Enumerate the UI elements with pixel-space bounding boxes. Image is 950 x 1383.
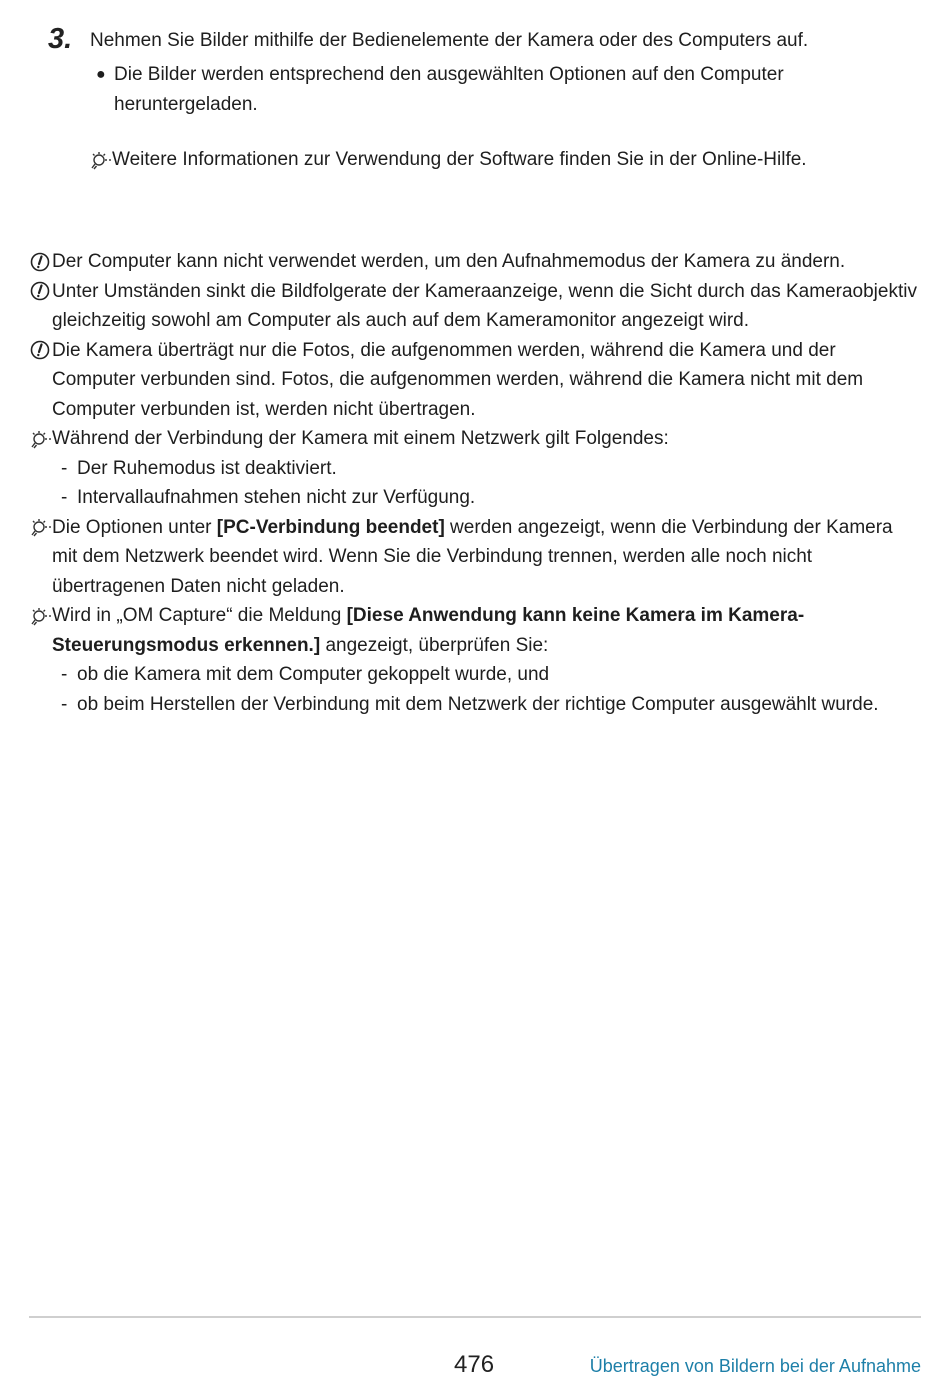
- step-hint: [90, 145, 930, 175]
- notes-section: [30, 247, 920, 719]
- hint-text: Weitere Informationen zur Verwendung der Software finden Sie in der Online-Hilfe.: [112, 149, 807, 170]
- caution-icon: [30, 277, 52, 307]
- footer-divider: [29, 1316, 921, 1318]
- tip-text: [52, 601, 920, 660]
- dash-marker: -: [61, 664, 68, 685]
- caution-note: [30, 336, 920, 425]
- message-label: [Diese Anwendung kann keine Kamera im Kamera-Steuerungsmodus erkennen.]: [52, 605, 805, 656]
- menu-option-label: [PC-Verbindung beendet]: [216, 516, 445, 538]
- dash-marker: -: [61, 487, 68, 508]
- lightbulb-tip-icon: [90, 145, 112, 175]
- dash-marker: -: [61, 693, 68, 715]
- lightbulb-tip-icon: [30, 513, 52, 543]
- list-item: [30, 454, 920, 484]
- list-item: [30, 690, 920, 720]
- list-item: [30, 483, 920, 513]
- caution-icon: [30, 247, 52, 277]
- step-number: 3.: [48, 23, 73, 55]
- caution-text: Unter Umständen sinkt die Bildfolgerate der Kameraanzeige, wenn die Sicht durch das Kameraobjektiv gleichzeitig sowohl am Computer als auch auf dem Kameramonitor angezeigt wird.: [52, 280, 917, 331]
- section-title-link[interactable]: Übertragen von Bildern bei der Aufnahme: [589, 1356, 921, 1376]
- bullet-text: Die Bilder werden entsprechend den ausgewählten Optionen auf den Computer heruntergeladen.: [114, 64, 784, 115]
- lightbulb-tip-icon: [30, 424, 52, 454]
- tip-note: [30, 513, 920, 602]
- bullet-dot: ●: [96, 66, 106, 83]
- caution-text: Die Kamera überträgt nur die Fotos, die aufgenommen werden, während die Kamera und der Computer verbunden sind. Fotos, die aufgenommen werden, während die Kamera nicht mit dem Computer verbunden ist, werden nicht übertragen.: [52, 339, 864, 420]
- tip-text-part: Die Optionen unter: [52, 516, 217, 538]
- caution-note: [30, 277, 920, 336]
- tip-note: [30, 424, 920, 454]
- caution-text: Der Computer kann nicht verwendet werden, um den Aufnahmemodus der Kamera zu ändern.: [52, 251, 846, 272]
- tip-note: [30, 601, 920, 660]
- tip-text-part: werden angezeigt, wenn die Verbindung der Kamera mit dem Netzwerk beendet wird. Wenn Sie die Verbindung trennen, werden alle noch nicht übertragenen Daten nicht geladen.: [52, 516, 893, 597]
- step-text: Nehmen Sie Bilder mithilfe der Bedienelemente der Kamera oder des Computers auf.: [90, 30, 809, 51]
- page-number: 476: [454, 1351, 495, 1378]
- tip-text-part: angezeigt, überprüfen Sie:: [320, 634, 549, 656]
- tip-text: [52, 513, 920, 602]
- dash-marker: -: [61, 457, 68, 479]
- list-item-text: Intervallaufnahmen stehen nicht zur Verfügung.: [77, 487, 476, 508]
- list-item-text: Der Ruhemodus ist deaktiviert.: [77, 457, 337, 479]
- list-item-text: ob die Kamera mit dem Computer gekoppelt wurde, und: [77, 664, 550, 685]
- list-item: [30, 660, 920, 690]
- tip-text-part: Wird in „OM Capture“ die Meldung: [52, 605, 347, 626]
- tip-text: Während der Verbindung der Kamera mit einem Netzwerk gilt Folgendes:: [52, 428, 669, 449]
- lightbulb-tip-icon: [30, 601, 52, 631]
- caution-note: [30, 247, 920, 277]
- list-item-text: ob beim Herstellen der Verbindung mit dem Netzwerk der richtige Computer ausgewählt wurde.: [77, 693, 879, 715]
- caution-icon: [30, 336, 52, 366]
- step-bullet: [96, 60, 836, 119]
